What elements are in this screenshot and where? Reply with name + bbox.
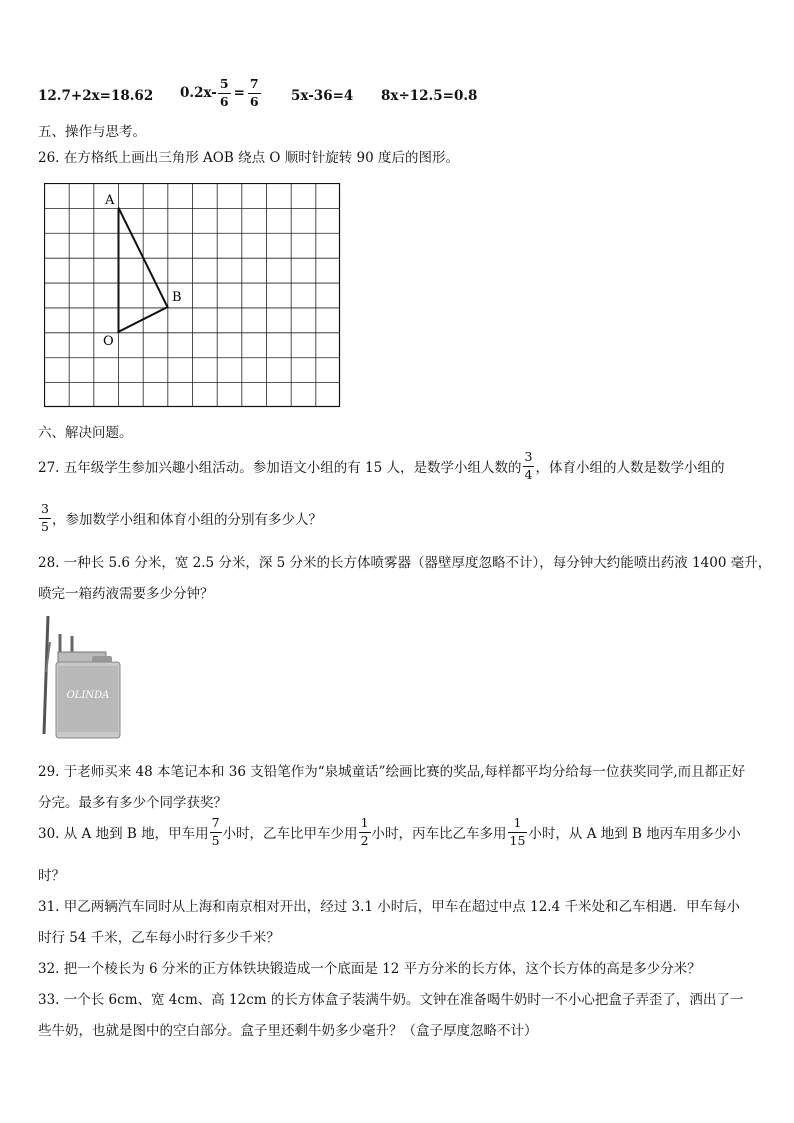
q27-text-part2: ，体育小组的人数是数学小组的 [535, 460, 725, 476]
question-28-line2: 喷完一箱药液需要多少分钟？ [38, 586, 214, 602]
section-heading-6: 六、解决问题。 [38, 425, 133, 441]
grid-figure [44, 183, 342, 409]
frac-denominator: 4 [524, 466, 533, 482]
frac-numerator: 3 [39, 503, 51, 519]
frac-numerator: 1 [508, 817, 528, 833]
label-o: O [103, 334, 114, 349]
question-26: 26. 在方格纸上画出三角形 AOB 绕点 O 顺时针旋转 90 度后的图形。 [38, 150, 459, 166]
question-27-line2 [38, 503, 322, 533]
section-heading-5: 五、操作与思考。 [38, 124, 146, 140]
fraction-7-5 [210, 817, 222, 847]
fraction-3-5 [39, 503, 51, 533]
q27-text-part3: ，参加数学小组和体育小组的分别有多少人？ [51, 512, 322, 528]
sprayer-image [36, 612, 122, 740]
frac-numerator: 3 [523, 451, 535, 467]
equation-4: 8x÷12.5=0.8 [381, 88, 478, 104]
question-30-line2: 时？ [38, 868, 65, 884]
fraction-5-6 [218, 78, 231, 108]
question-30-line1 [38, 817, 741, 847]
question-31-line1: 31. 甲乙两辆汽车同时从上海和南京相对开出，经过 3.1 小时后，甲车在超过中点 12.4 千米处和乙车相遇．甲车每小 [38, 899, 740, 915]
frac-numerator: 1 [359, 817, 371, 833]
label-a: A [105, 193, 115, 208]
question-29-line1: 29. 于老师买来 48 本笔记本和 36 支铅笔作为“泉城童话”绘画比赛的奖品,每样都平均分给每一位获奖同学,而且都正好 [38, 764, 746, 780]
question-28-line1: 28. 一种长 5.6 分米，宽 2.5 分米，深 5 分米的长方体喷雾器（器壁厚度忽略不计），每分钟大约能喷出药液 1400 毫升， [38, 555, 772, 571]
sprayer-wand [44, 616, 48, 734]
frac-denominator: 15 [509, 832, 526, 848]
frac-denominator: 2 [360, 832, 369, 848]
question-33-line2: 些牛奶，也就是图中的空白部分。盒子里还剩牛奶多少毫升？（盒子厚度忽略不计） [38, 1023, 538, 1039]
frac-numerator: 7 [210, 817, 222, 833]
frac-denominator: 6 [219, 93, 229, 109]
equation-2 [180, 78, 262, 108]
fraction-1-15 [508, 817, 528, 847]
grid-border [45, 184, 340, 407]
q30-text-part1: 30. 从 A 地到 B 地，甲车用 [38, 826, 209, 842]
frac-denominator: 6 [249, 93, 259, 109]
equation-1: 12.7+2x=18.62 [38, 88, 154, 104]
q30-text-part2: 小时，乙车比甲车少用 [222, 826, 358, 842]
fraction-1-2 [359, 817, 371, 847]
frac-denominator: 5 [41, 518, 49, 534]
question-31-line2: 时行 54 千米，乙车每小时行多少千米？ [38, 930, 280, 946]
frac-denominator: 5 [211, 832, 220, 848]
grid-lines [45, 184, 340, 407]
frac-numerator: 7 [248, 78, 261, 94]
fraction-7-6 [248, 78, 261, 108]
equation-2-prefix: 0.2x- [180, 85, 217, 101]
sprayer-brand-label: OLINDA [66, 690, 110, 701]
question-33-line1: 33. 一个长 6cm、宽 4cm、高 12cm 的长方体盒子装满牛奶。文钟在准备喝牛奶时一不小心把盒子弄歪了，洒出了一 [38, 992, 744, 1008]
q27-text-part1: 27. 五年级学生参加兴趣小组活动。参加语文小组的有 15 人，是数学小组人数的 [38, 460, 522, 476]
frac-numerator: 5 [218, 78, 231, 94]
label-b: B [172, 290, 182, 305]
question-32: 32. 把一个棱长为 6 分米的正方体铁块锻造成一个底面是 12 平方分米的长方体，这个长方体的高是多少分米？ [38, 961, 701, 977]
equals-sign: = [233, 85, 245, 101]
fraction-3-4 [523, 451, 535, 481]
q30-text-part3: 小时，丙车比乙车多用 [371, 826, 507, 842]
q30-text-part4: 小时，从 A 地到 B 地丙车用多少小 [528, 826, 741, 842]
question-27-line1 [38, 451, 724, 481]
equation-3: 5x-36=4 [291, 88, 354, 104]
question-29-line2: 分完。最多有多少个同学获奖？ [38, 795, 227, 811]
